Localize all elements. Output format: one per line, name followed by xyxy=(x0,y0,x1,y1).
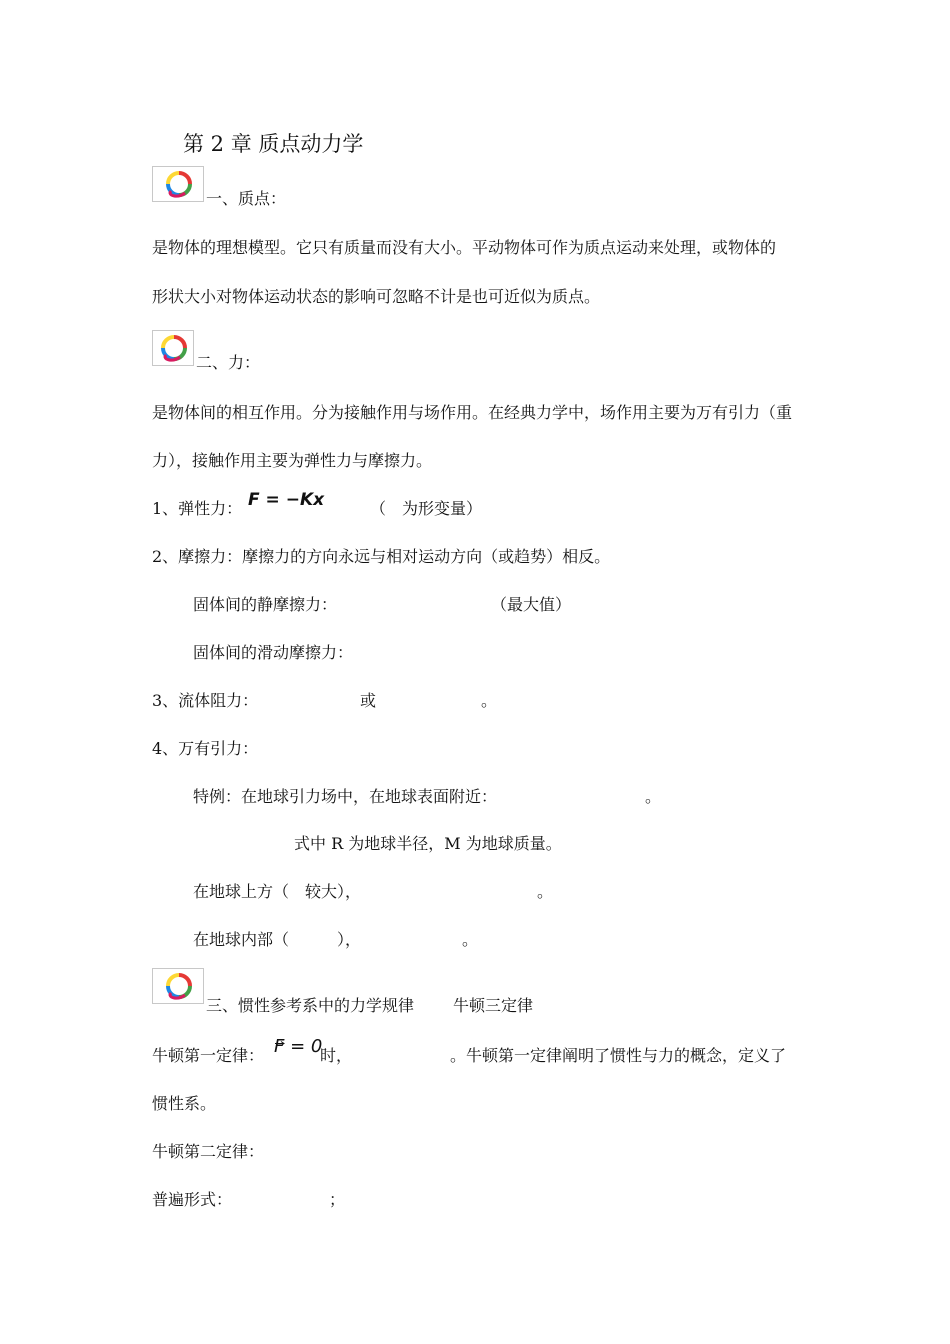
above-end: 。 xyxy=(537,882,554,901)
fluid-or: 或 xyxy=(360,691,377,710)
newton1-label: 牛顿第一定律： xyxy=(152,1046,265,1065)
gravity-label: 4、万有引力： xyxy=(152,739,259,758)
section-1-icon xyxy=(152,166,204,202)
static-friction: 固体间的静摩擦力： xyxy=(193,595,338,614)
inside-end: 。 xyxy=(462,930,479,949)
section-2-heading: 二、力： xyxy=(196,353,261,372)
general-end: ； xyxy=(329,1190,346,1209)
newton1-rest: 。牛顿第一定律阐明了惯性与力的概念，定义了 xyxy=(450,1046,787,1065)
above-earth: 在地球上方（ 较大）， xyxy=(193,882,362,901)
section-2-icon xyxy=(152,330,194,366)
section-1-heading: 一、质点： xyxy=(206,189,287,208)
chapter-title: 第 2 章 质点动力学 xyxy=(183,132,364,156)
newton2-label: 牛顿第二定律： xyxy=(152,1142,265,1161)
newton1-line2: 惯性系。 xyxy=(152,1094,217,1113)
vector-arrow-icon xyxy=(275,1031,285,1035)
where-text: 式中 R 为地球半径，M 为地球质量。 xyxy=(294,834,562,853)
elastic-formula: F = −Kx xyxy=(248,490,325,510)
section-3-heading: 三、惯性参考系中的力学规律 xyxy=(206,996,415,1015)
section-1-para-line1: 是物体的理想模型。它只有质量而没有大小。平动物体可作为质点运动来处理，或物体的 xyxy=(152,238,777,257)
inside-earth: 在地球内部（ ）， xyxy=(193,930,362,949)
static-note: （最大值） xyxy=(491,595,572,614)
section-2-para-line1: 是物体间的相互作用。分为接触作用与场作用。在经典力学中，场作用主要为万有引力（重 xyxy=(152,403,793,422)
fluid-label: 3、流体阻力： xyxy=(152,691,259,710)
newton1-formula: F = 0 xyxy=(274,1036,323,1057)
fluid-end: 。 xyxy=(481,691,498,710)
general-form: 普遍形式： xyxy=(152,1190,233,1209)
section-2-para-line2: 力），接触作用主要为弹性力与摩擦力。 xyxy=(152,451,433,470)
section-3-icon xyxy=(152,968,204,1004)
special-end: 。 xyxy=(645,787,662,806)
elastic-label: 1、弹性力： xyxy=(152,499,243,518)
color-wheel-icon xyxy=(158,333,190,363)
elastic-note: （ 为形变量） xyxy=(370,499,483,518)
friction-label: 2、摩擦力：摩擦力的方向永远与相对运动方向（或趋势）相反。 xyxy=(152,547,611,566)
newton1-when: 时， xyxy=(320,1046,353,1065)
special-case: 特例：在地球引力场中，在地球表面附近： xyxy=(193,787,498,806)
section-3-heading-suffix: 牛顿三定律 xyxy=(453,996,534,1015)
color-wheel-icon xyxy=(163,169,195,199)
color-wheel-icon xyxy=(163,971,195,1001)
sliding-friction: 固体间的滑动摩擦力： xyxy=(193,643,354,662)
section-1-para-line2: 形状大小对物体运动状态的影响可忽略不计是也可近似为质点。 xyxy=(152,287,601,306)
